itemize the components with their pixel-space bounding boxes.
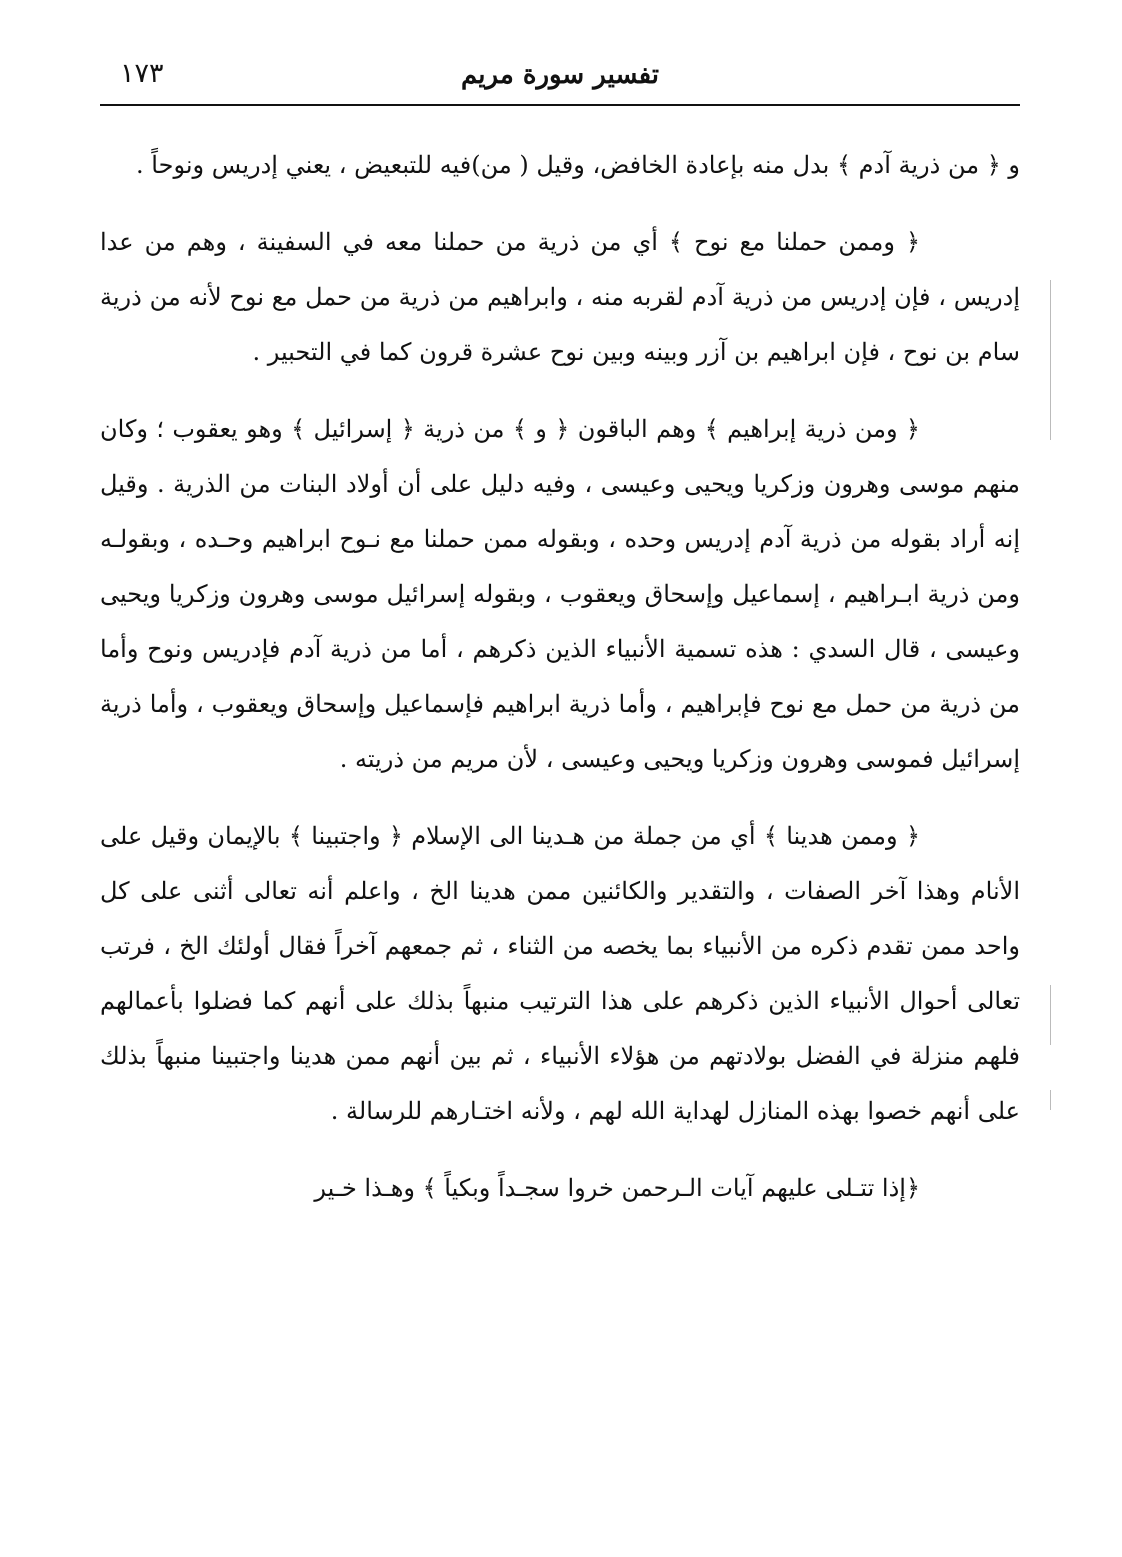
running-title: تفسير سورة مريم xyxy=(460,60,660,90)
paragraph: ﴿ وممن حملنا مع نوح ﴾ أي من ذرية من حملنا معه في السفينة ، وهم من عدا إدريس ، فإن إدريس من ذرية آدم لقربه منه ، وابراهيم من ذرية من حمل مع نوح لأنه من ذرية سام بن نوح ، فإن ابراهيم بن آزر وبينه وبين نوح عشرة قرون كما في التحبير . xyxy=(100,228,1020,366)
margin-mark xyxy=(1050,280,1051,440)
page-header xyxy=(100,58,1020,102)
paragraph: ﴿ ومن ذرية إبراهيم ﴾ وهم الباقون ﴿ و ﴾ من ذرية ﴿ إسرائيل ﴾ وهو يعقوب ؛ وكان منهم موسى وهرون وزكريا ويحيى وعيسى ، وفيه دليل على أن أولاد البنات من الذرية . وقيل إنه أراد بقوله من ذرية آدم إدريس وحده ، وبقوله ممن حملنا مع نـوح ابراهيم وحـده ، وبقولـه ومن ذرية ابـراهيم ، إسماعيل وإسحاق ويعقوب ، وبقوله إسرائيل موسى وهرون وزكريا ويحيى وعيسى ، قال السدي : هذه تسمية الأنبياء الذين ذكرهم ، أما من ذرية آدم فإدريس ونوح وأما من ذرية من حمل مع نوح فإبراهيم ، وأما ذرية ابراهيم فإسماعيل وإسحاق ويعقوب ، وأما ذرية إسرائيل فموسى وهرون وزكريا ويحيى وعيسى ، لأن مريم من ذريته . xyxy=(100,415,1020,773)
paragraph: ﴿ وممن هدينا ﴾ أي من جملة من هـدينا الى الإسلام ﴿ واجتبينا ﴾ بالإيمان وقيل على الأنام وهذا آخر الصفات ، والتقدير والكائنين ممن هدينا الخ ، واعلم أنه تعالى أثنى على كل واحد ممن تقدم ذكره من الأنبياء بما يخصه من الثناء ، ثم جمعهم آخراً فقال أولئك الخ ، فرتب تعالى أحوال الأنبياء الذين ذكرهم على هذا الترتيب منبهاً بذلك على أنهم كما فضلوا بأعمالهم فلهم منزلة في الفضل بولادتهم من هؤلاء الأنبياء ، ثم بين أنهم ممن هدينا واجتبينا منبهاً بذلك على أنهم خصوا بهذه المنازل لهداية الله لهم ، ولأنه اختـارهم للرسالة . xyxy=(100,822,1020,1125)
body-text xyxy=(100,138,1020,1216)
margin-mark xyxy=(1050,985,1051,1045)
paragraph: و ﴿ من ذرية آدم ﴾ بدل منه بإعادة الخافض، وقيل ( من)فيه للتبعيض ، يعني إدريس ونوحاً . xyxy=(136,151,1020,179)
margin-mark xyxy=(1050,1090,1051,1110)
paragraph: ﴿إذا تتـلى عليهم آيات الـرحمن خروا سجـداً وبكياً ﴾ وهـذا خـير xyxy=(314,1174,920,1202)
page-number: ١٧٣ xyxy=(120,58,164,89)
header-rule xyxy=(100,104,1020,106)
